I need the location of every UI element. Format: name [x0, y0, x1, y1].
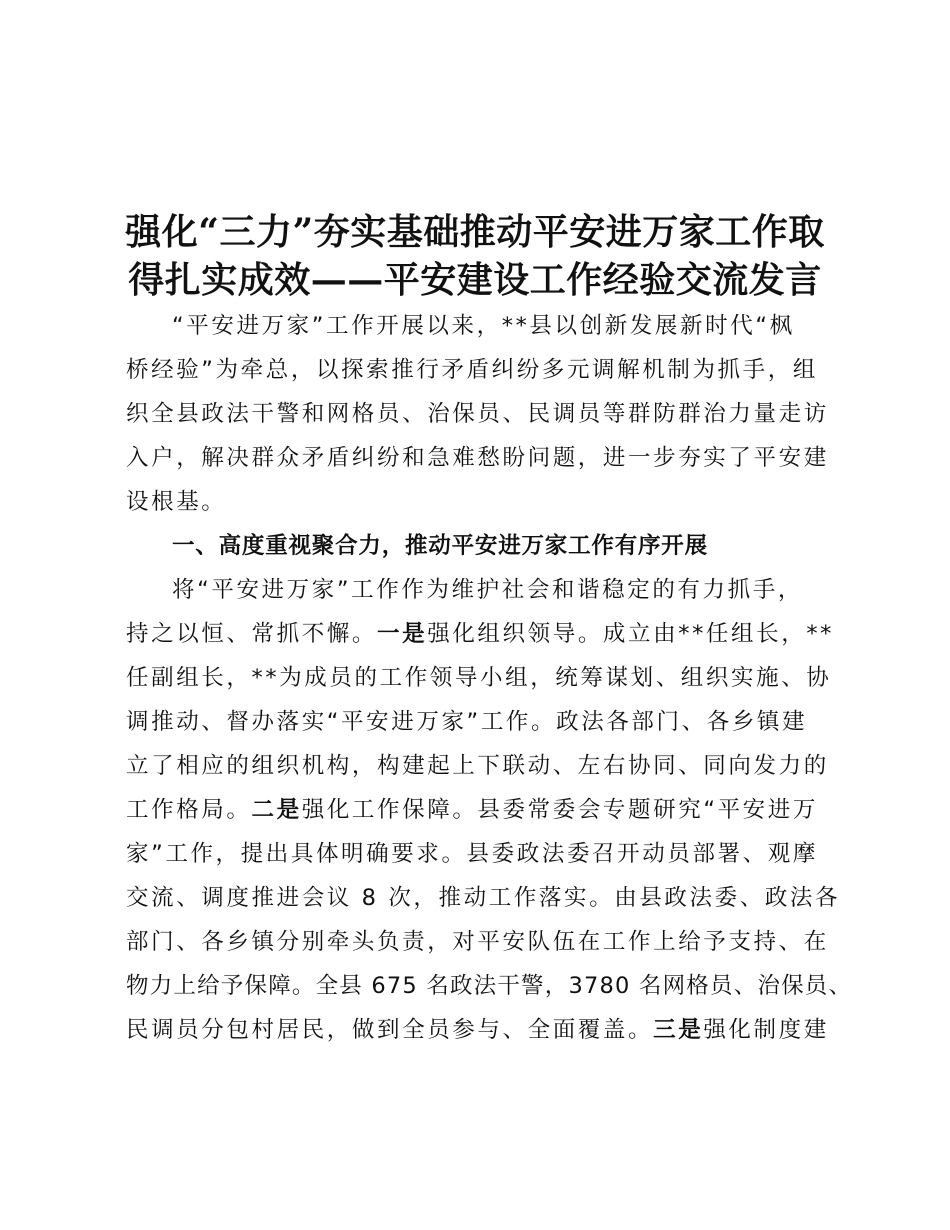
paragraph2-line-2-text-b: 强化组织领导。成立由**任组长，** [427, 621, 835, 647]
marker-yishi: 一是 [377, 621, 428, 647]
document-title [120, 208, 830, 304]
paragraph1-line-3: 织全县政法干警和网格员、治保员、民调员等群防群治力量走访 [126, 401, 829, 427]
section1-heading: 一、高度重视聚合力，推动平安进万家工作有序开展 [172, 533, 708, 559]
paragraph2-line-4: 调推动、督办落实“平安进万家”工作。政法各部门、各乡镇建 [126, 709, 808, 735]
paragraph2-line-11-text-a: 民调员分包村居民，做到全员参与、全面覆盖。 [126, 1017, 654, 1043]
paragraph1-line-4: 入户，解决群众矛盾纠纷和急难愁盼问题，进一步夯实了平安建 [126, 445, 829, 471]
paragraph2-line-11 [126, 1015, 841, 1045]
paragraph2-line-7: 家”工作，提出具体明确要求。县委政法委召开动员部署、观摩 [126, 841, 818, 867]
marker-sanshi: 三是 [653, 1017, 704, 1043]
paragraph2-line-2 [126, 619, 841, 649]
paragraph2-line-5: 立了相应的组织机构，构建起上下联动、左右协同、同向发力的 [126, 753, 829, 779]
paragraph1-line-2: 桥经验”为牵总，以探索推行矛盾纠纷多元调解机制为抓手，组 [126, 357, 818, 383]
paragraph2-line-6-text-b: 强化工作保障。县委常委会专题研究“平安进万 [301, 797, 818, 823]
paragraph2-line-11-text-b: 强化制度建 [703, 1017, 829, 1043]
paragraph2-line-2-text-a: 持之以恒、常抓不懈。 [126, 621, 378, 647]
paragraph2-line-8: 交流、调度推进会议 8 次，推动工作落实。由县政法委、政法各 [126, 885, 841, 911]
marker-ershi: 二是 [251, 797, 302, 823]
paragraph2-line-10: 物力上给予保障。全县 675 名政法干警，3780 名网格员、治保员、 [126, 973, 853, 999]
paragraph2-line-6-text-a: 工作格局。 [126, 797, 252, 823]
paragraph2-line-6 [126, 795, 841, 825]
title-line-1: 强化“三力”夯实基础推动平安进万家工作取 [125, 211, 825, 253]
paragraph1-line-1: “平安进万家”工作开展以来，**县以创新发展新时代“枫 [172, 313, 795, 339]
paragraph2-line-1: 将“平安进万家”工作作为维护社会和谐稳定的有力抓手， [172, 577, 803, 603]
paragraph2-line-9: 部门、各乡镇分别牵头负责，对平安队伍在工作上给予支持、在 [126, 929, 829, 955]
paragraph1-line-5: 设根基。 [126, 489, 227, 515]
title-line-2: 得扎实成效——平安建设工作经验交流发言 [128, 259, 822, 301]
paragraph2-line-3: 任副组长，**为成员的工作领导小组，统筹谋划、组织实施、协 [126, 665, 832, 691]
